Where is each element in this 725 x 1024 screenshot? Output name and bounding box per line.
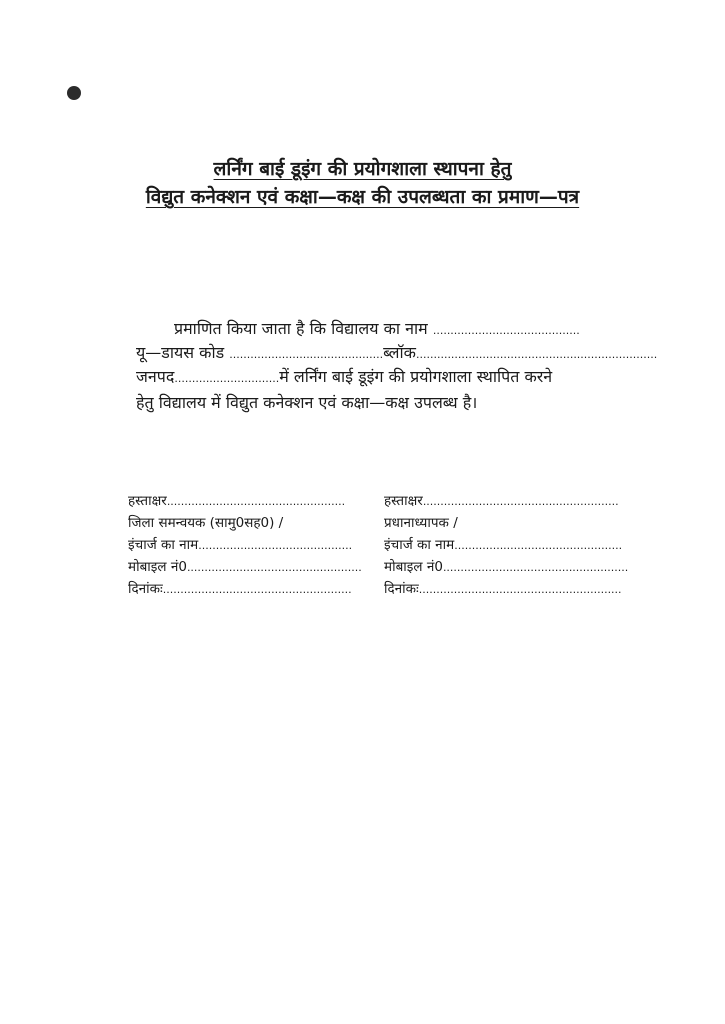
school-name-label: प्रमाणित किया जाता है कि विद्यालय का नाम xyxy=(174,319,428,338)
right-incharge-blank: ................................................ xyxy=(454,539,623,552)
certificate-title-line-2: विद्युत कनेक्शन एवं कक्षा—कक्ष की उपलब्धता का प्रमाण—पत्र xyxy=(145,186,580,208)
certificate-title-line-1: लर्निंग बाई डूइंग की प्रयोगशाला स्थापना हेतु xyxy=(213,158,512,180)
left-signature-label: हस्ताक्षर xyxy=(128,493,167,509)
right-signature-row xyxy=(384,492,619,511)
right-date-row xyxy=(384,580,622,599)
body-text-continued: में लर्निंग बाई डूइंग की प्रयोगशाला स्थापित करने xyxy=(279,367,553,386)
left-incharge-label: इंचार्ज का नाम xyxy=(128,537,199,553)
right-signature-label: हस्ताक्षर xyxy=(384,493,423,509)
udise-code-blank: ............................................ xyxy=(229,348,384,361)
udise-code-label: यू—डायस कोड xyxy=(136,343,225,362)
right-designation-row xyxy=(384,514,458,532)
left-incharge-row xyxy=(128,536,352,555)
left-designation-row xyxy=(128,514,283,532)
block-blank: ..................................................................... xyxy=(415,348,658,361)
body-line-school-name xyxy=(174,318,580,342)
right-date-blank: .......................................................... xyxy=(418,583,622,596)
left-incharge-blank: ............................................ xyxy=(198,539,353,552)
right-incharge-row xyxy=(384,536,622,555)
left-date-label: दिनांकः xyxy=(128,581,163,597)
left-signature-row xyxy=(128,492,345,511)
right-date-label: दिनांकः xyxy=(384,581,419,597)
left-date-blank: ...................................................... xyxy=(162,583,352,596)
body-line-district xyxy=(136,366,552,390)
right-mobile-blank: ..................................................... xyxy=(442,561,629,574)
left-mobile-row xyxy=(128,558,362,577)
left-mobile-label: मोबाइल नं0 xyxy=(128,559,187,575)
left-date-row xyxy=(128,580,352,599)
body-line-udise-block xyxy=(136,342,657,366)
right-signature-blank: ........................................................ xyxy=(422,495,619,508)
body-text-closing: हेतु विद्यालय में विद्युत कनेक्शन एवं कक्षा—कक्ष उपलब्ध है। xyxy=(136,393,478,412)
right-mobile-label: मोबाइल नं0 xyxy=(384,559,443,575)
right-designation: प्रधानाध्यापक / xyxy=(384,515,458,531)
school-name-blank: .......................................... xyxy=(432,324,580,337)
left-designation: जिला समन्वयक (सामु0सह0) / xyxy=(128,515,284,531)
left-mobile-blank: .................................................. xyxy=(186,561,362,574)
block-label: ब्लॉक xyxy=(383,343,416,362)
district-blank: .............................. xyxy=(174,372,280,385)
left-signature-blank: ................................................... xyxy=(166,495,346,508)
body-line-closing xyxy=(136,392,477,414)
district-label: जनपद xyxy=(136,367,175,386)
right-mobile-row xyxy=(384,558,628,577)
punch-hole-mark xyxy=(67,86,81,100)
right-incharge-label: इंचार्ज का नाम xyxy=(384,537,455,553)
